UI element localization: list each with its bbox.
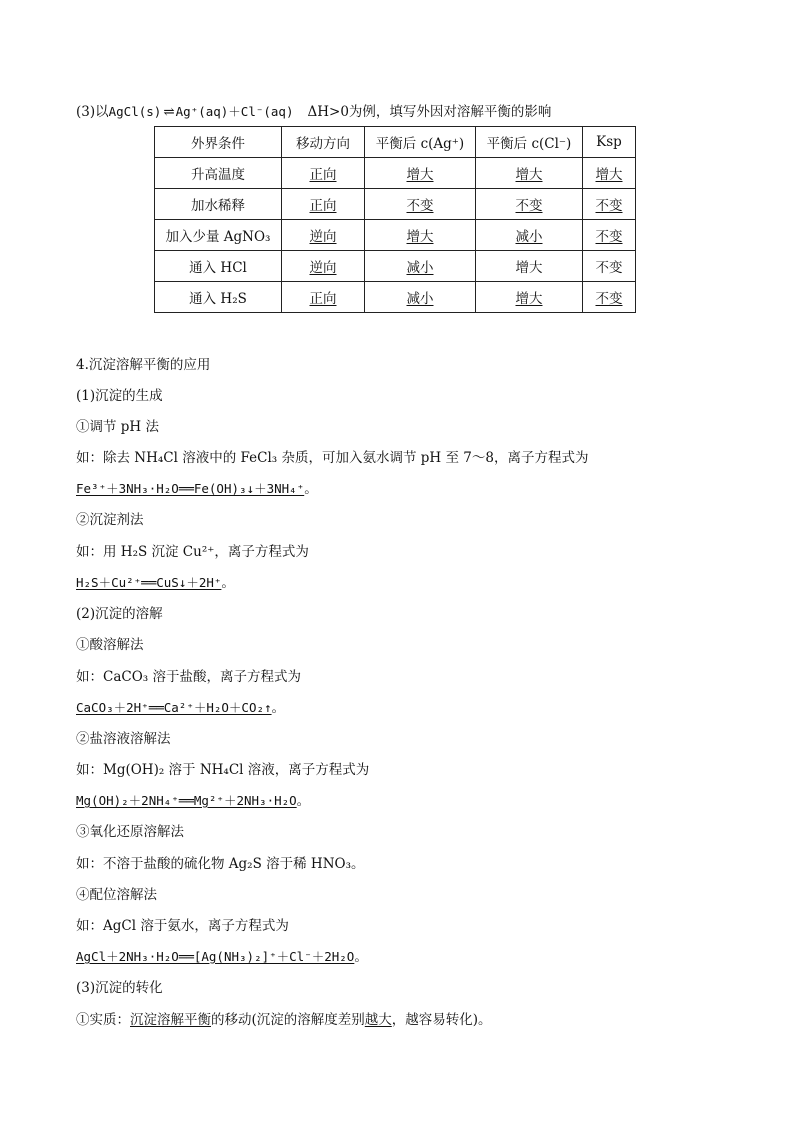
cell-condition: 加入少量 AgNO₃ — [155, 220, 282, 251]
cell-c-ag: 减小 — [365, 251, 476, 282]
answer-ph-equation: Fe³⁺＋3NH₃·H₂O══Fe(OH)₃↓＋3NH₄⁺ — [76, 481, 305, 496]
header-ksp: Ksp — [583, 127, 636, 158]
cell-c-ag: 减小 — [365, 282, 476, 313]
method-salt-heading: ②盐溶液溶解法 — [76, 731, 171, 747]
method-complex-heading: ④配位溶解法 — [76, 887, 157, 903]
cell-ksp: 不变 — [583, 251, 636, 282]
method-ph-heading: ①调节 pH 法 — [76, 419, 159, 435]
answer-salt-equation: Mg(OH)₂＋2NH₄⁺══Mg²⁺＋2NH₃·H₂O — [76, 793, 297, 808]
answer-complex-end: 。 — [354, 949, 368, 965]
cell-c-ag: 增大 — [365, 158, 476, 189]
cell-ksp: 不变 — [583, 189, 636, 220]
cell-c-ag: 不变 — [365, 189, 476, 220]
part-3-heading: (3)沉淀的转化 — [76, 980, 163, 996]
method-redox-heading: ③氧化还原溶解法 — [76, 824, 184, 840]
table-row — [155, 282, 636, 313]
method-precipitant-heading: ②沉淀剂法 — [76, 512, 144, 528]
cell-ksp: 增大 — [583, 158, 636, 189]
essence-line — [76, 1011, 492, 1029]
cell-c-cl: 增大 — [476, 282, 583, 313]
cell-direction: 逆向 — [282, 251, 365, 282]
cell-condition: 通入 HCl — [155, 251, 282, 282]
example-complex: 如：AgCl 溶于氨水，离子方程式为 — [76, 918, 289, 934]
intro-prefix: (3)以 — [76, 104, 109, 120]
cell-c-cl: 增大 — [476, 158, 583, 189]
equilibrium-factors-table — [154, 126, 636, 313]
equilibrium-arrow-icon: ⇌ — [163, 104, 174, 120]
table-row — [155, 220, 636, 251]
cell-ksp: 不变 — [583, 220, 636, 251]
cell-c-cl: 减小 — [476, 220, 583, 251]
example-redox: 如：不溶于盐酸的硫化物 Ag₂S 溶于稀 HNO₃。 — [76, 856, 365, 872]
cell-condition: 加水稀释 — [155, 189, 282, 220]
example-precipitant: 如：用 H₂S 沉淀 Cu²⁺，离子方程式为 — [76, 544, 309, 560]
part-1-heading: (1)沉淀的生成 — [76, 388, 163, 404]
cell-c-ag: 增大 — [365, 220, 476, 251]
intro-line — [76, 103, 551, 121]
example-ph: 如：除去 NH₄Cl 溶液中的 FeCl₃ 杂质，可加入氨水调节 pH 至 7～8，离子方程式为 — [76, 450, 589, 466]
reaction-reactant: AgCl(s) — [108, 104, 162, 119]
section-4-heading: 4.沉淀溶解平衡的应用 — [76, 357, 211, 373]
answer-precipitant-end: 。 — [221, 575, 235, 591]
answer-acid-line — [76, 699, 285, 717]
essence-prefix: ①实质： — [76, 1012, 130, 1028]
table-row — [155, 158, 636, 189]
cell-c-cl: 增大 — [476, 251, 583, 282]
header-c-cl: 平衡后 c(Cl⁻) — [476, 127, 583, 158]
essence-answer-1: 沉淀溶解平衡 — [130, 1012, 211, 1028]
answer-precipitant-equation: H₂S＋Cu²⁺══CuS↓＋2H⁺ — [76, 575, 222, 590]
answer-ph-line — [76, 480, 318, 498]
header-c-ag: 平衡后 c(Ag⁺) — [365, 127, 476, 158]
cell-direction: 正向 — [282, 189, 365, 220]
enthalpy-condition: ΔH>0 — [307, 104, 349, 120]
table-row — [155, 189, 636, 220]
answer-ph-end: 。 — [304, 481, 318, 497]
header-direction: 移动方向 — [282, 127, 365, 158]
example-salt: 如：Mg(OH)₂ 溶于 NH₄Cl 溶液，离子方程式为 — [76, 762, 370, 778]
answer-complex-equation: AgCl＋2NH₃·H₂O══[Ag(NH₃)₂]⁺＋Cl⁻＋2H₂O — [76, 949, 355, 964]
cell-direction: 正向 — [282, 158, 365, 189]
answer-precipitant-line — [76, 574, 235, 592]
cell-direction: 正向 — [282, 282, 365, 313]
table-row — [155, 251, 636, 282]
part-2-heading: (2)沉淀的溶解 — [76, 606, 163, 622]
essence-answer-2: 越大 — [364, 1012, 392, 1028]
answer-salt-line — [76, 792, 310, 810]
example-acid: 如：CaCO₃ 溶于盐酸，离子方程式为 — [76, 669, 301, 685]
intro-suffix: 为例，填写外因对溶解平衡的影响 — [348, 104, 552, 120]
essence-end: ，越容易转化)。 — [391, 1012, 492, 1028]
table-header-row — [155, 127, 636, 158]
cell-direction: 逆向 — [282, 220, 365, 251]
cell-ksp: 不变 — [583, 282, 636, 313]
essence-middle: 的移动(沉淀的溶解度差别 — [211, 1012, 365, 1028]
answer-salt-end: 。 — [296, 793, 311, 809]
answer-acid-end: 。 — [271, 700, 286, 716]
reaction-products: Ag⁺(aq)＋Cl⁻(aq) — [175, 104, 294, 119]
header-condition: 外界条件 — [155, 127, 282, 158]
method-acid-heading: ①酸溶解法 — [76, 637, 144, 653]
cell-condition: 通入 H₂S — [155, 282, 282, 313]
answer-complex-line — [76, 948, 368, 966]
answer-acid-equation: CaCO₃＋2H⁺══Ca²⁺＋H₂O＋CO₂↑ — [76, 700, 272, 715]
cell-c-cl: 不变 — [476, 189, 583, 220]
cell-condition: 升高温度 — [155, 158, 282, 189]
